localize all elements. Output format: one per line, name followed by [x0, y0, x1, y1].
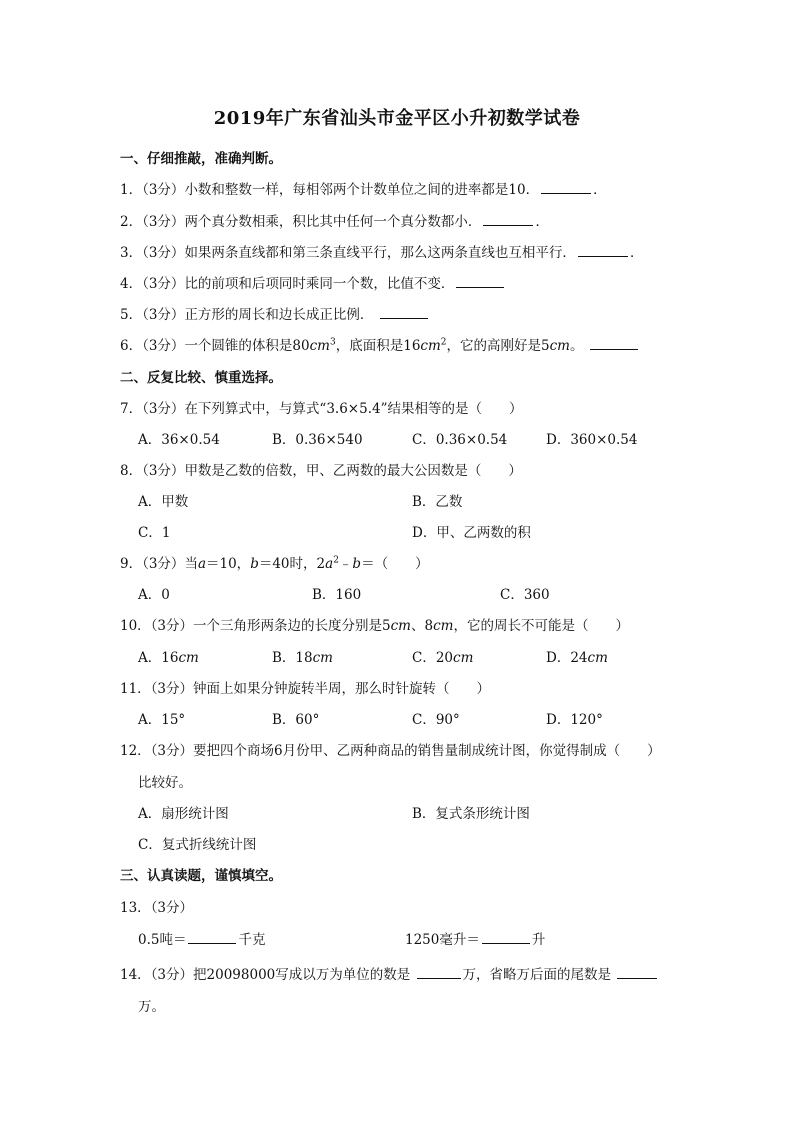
question-7: 7．（3分）在下列算式中，与算式“3.6×5.4”结果相等的是（ ）	[120, 401, 523, 417]
section-heading-3: 三、认真读题，谨慎填空。	[120, 868, 282, 884]
answer-blank[interactable]	[380, 304, 428, 319]
q12-option-b[interactable]: B．复式条形统计图	[412, 806, 530, 822]
q8-option-b[interactable]: B．乙数	[412, 494, 463, 510]
q11-option-d[interactable]: D．120°	[546, 712, 603, 728]
answer-blank[interactable]	[541, 179, 591, 194]
q7-option-a[interactable]: A．36×0.54	[138, 432, 220, 448]
q8-option-c[interactable]: C．1	[138, 525, 171, 541]
q8-option-d[interactable]: D．甲、乙两数的积	[412, 525, 531, 541]
q11-option-c[interactable]: C．90°	[412, 712, 460, 728]
q12-option-c[interactable]: C．复式折线统计图	[138, 837, 257, 853]
question-14-continued: 万。	[138, 999, 165, 1015]
question-12-continued: 比较好。	[138, 775, 192, 791]
answer-blank[interactable]	[483, 211, 533, 226]
q8-option-a[interactable]: A．甲数	[138, 494, 189, 510]
answer-blank[interactable]	[617, 964, 657, 979]
q9-option-b[interactable]: B．160	[312, 587, 362, 603]
q11-option-a[interactable]: A．15°	[138, 712, 186, 728]
q11-option-b[interactable]: B．60°	[272, 712, 320, 728]
question-14: 14．（3分）把20098000写成以万为单位的数是 万，省略万后面的尾数是	[120, 963, 659, 983]
q9-option-c[interactable]: C．360	[500, 587, 550, 603]
q10-option-b[interactable]: B．18cm	[272, 650, 333, 666]
q10-option-d[interactable]: D．24cm	[546, 650, 608, 666]
answer-blank[interactable]	[188, 929, 236, 944]
question-4: 4．（3分）比的前项和后项同时乘同一个数，比值不变．	[120, 272, 506, 292]
question-3: 3．（3分）如果两条直线都和第三条直线平行，那么这两条直线也互相平行． ．	[120, 241, 643, 261]
q13-part-2: 1250毫升＝ 升	[405, 928, 545, 948]
question-12: 12．（3分）要把四个商场6月份甲、乙两种商品的销售量制成统计图，你觉得制成（ ）	[120, 743, 661, 759]
q10-option-a[interactable]: A．16cm	[138, 650, 199, 666]
question-8: 8．（3分）甲数是乙数的倍数，甲、乙两数的最大公因数是（ ）	[120, 463, 522, 479]
answer-blank[interactable]	[417, 964, 461, 979]
q7-option-b[interactable]: B．0.36×540	[272, 432, 363, 448]
answer-blank[interactable]	[456, 273, 504, 288]
q12-option-a[interactable]: A．扇形统计图	[138, 806, 229, 822]
q7-option-d[interactable]: D．360×0.54	[546, 432, 638, 448]
question-1: 1．（3分）小数和整数一样，每相邻两个计数单位之间的进率都是10． ．	[120, 178, 607, 198]
answer-blank[interactable]	[578, 242, 628, 257]
question-10: 10．（3分）一个三角形两条边的长度分别是5cm、8cm，它的周长不可能是（ ）	[120, 618, 629, 634]
q13-part-1: 0.5吨＝ 千克	[138, 928, 265, 948]
question-6: 6．（3分）一个圆锥的体积是$80cm^3$，底面积是$16cm^2$，它的高刚好是5cm。	[120, 334, 640, 354]
question-5: 5．（3分）正方形的周长和边长成正比例．	[120, 303, 430, 323]
question-9: 9．（3分）当a＝10，b＝40时，$2a^2﹣b=$（ ）	[120, 555, 429, 572]
question-11: 11．（3分）钟面上如果分钟旋转半周，那么时针旋转（ ）	[120, 681, 491, 697]
answer-blank[interactable]	[482, 929, 530, 944]
question-13: 13．（3分）	[120, 900, 194, 916]
q10-option-c[interactable]: C．20cm	[412, 650, 474, 666]
q7-option-c[interactable]: C．0.36×0.54	[412, 432, 508, 448]
page-title: 2019年广东省汕头市金平区小升初数学试卷	[213, 108, 581, 129]
section-heading-1: 一、仔细推敲，准确判断。	[120, 151, 282, 167]
answer-blank[interactable]	[590, 335, 638, 350]
section-heading-2: 二、反复比较、慎重选择。	[120, 370, 282, 386]
q9-option-a[interactable]: A．0	[138, 587, 170, 603]
question-2: 2．（3分）两个真分数相乘，积比其中任何一个真分数都小． ．	[120, 210, 549, 230]
